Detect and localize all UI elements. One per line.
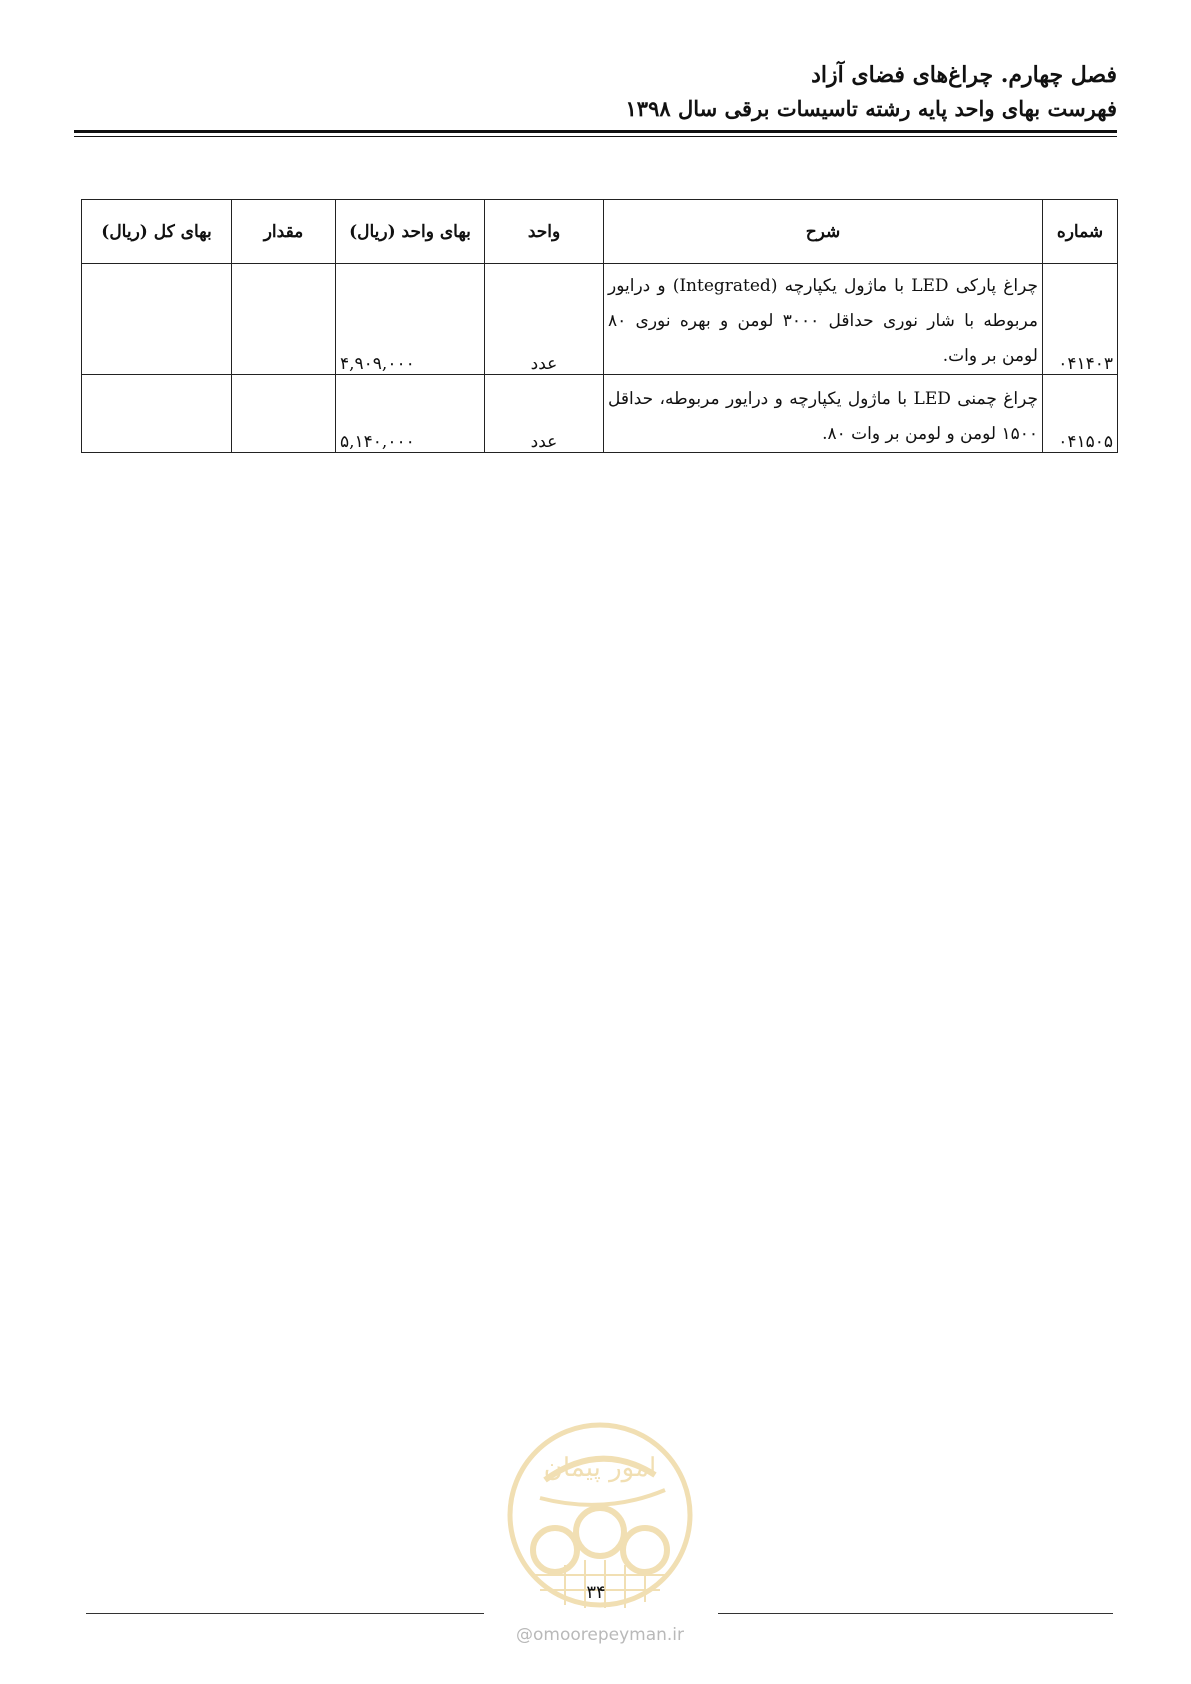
- item-unit: عدد: [485, 264, 604, 375]
- header-rule-thin: [74, 136, 1117, 137]
- item-description: چراغ چمنی LED با ماژول یکپارچه و درایور مربوطه، حداقل ۱۵۰۰ لومن و لومن بر وات ۸۰.: [604, 375, 1043, 453]
- item-number: ۰۴۱۴۰۳: [1043, 264, 1118, 375]
- chapter-title: فصل چهارم. چراغ‌های فضای آزاد: [811, 62, 1117, 88]
- footer-rule: [86, 1613, 484, 1614]
- column-header-unit-price: بهای واحد (ریال): [336, 200, 485, 264]
- footer-rule: [718, 1613, 1113, 1614]
- price-table: [81, 199, 1118, 453]
- column-header-total-price: بهای کل (ریال): [82, 200, 232, 264]
- watermark-text: امور پیمان: [543, 1453, 657, 1483]
- column-header-description: شرح: [604, 200, 1043, 264]
- document-title: فهرست بهای واحد پایه رشته تاسیسات برقی سال ۱۳۹۸: [625, 96, 1117, 121]
- header-rule-thick: [74, 130, 1117, 133]
- item-unit-price: ۴,۹۰۹,۰۰۰: [336, 264, 485, 375]
- column-header-quantity: مقدار: [232, 200, 336, 264]
- table-row: [82, 375, 1118, 453]
- item-quantity: [232, 264, 336, 375]
- item-description: چراغ پارکی LED با ماژول یکپارچه (Integrated) و درایور مربوطه با شار نوری حداقل ۳۰۰۰ لومن و بهره نوری ۸۰ لومن بر وات.: [604, 264, 1043, 375]
- item-unit-price: ۵,۱۴۰,۰۰۰: [336, 375, 485, 453]
- table-header-row: [82, 200, 1118, 264]
- column-header-number: شماره: [1043, 200, 1118, 264]
- item-number: ۰۴۱۵۰۵: [1043, 375, 1118, 453]
- page-header: [626, 58, 1117, 126]
- item-total-price: [82, 264, 232, 375]
- column-header-unit: واحد: [485, 200, 604, 264]
- item-total-price: [82, 375, 232, 453]
- item-unit: عدد: [485, 375, 604, 453]
- table-row: [82, 264, 1118, 375]
- page-number: ۳۴: [586, 1582, 606, 1603]
- website-watermark: @omoorepeyman.ir: [515, 1625, 685, 1645]
- item-quantity: [232, 375, 336, 453]
